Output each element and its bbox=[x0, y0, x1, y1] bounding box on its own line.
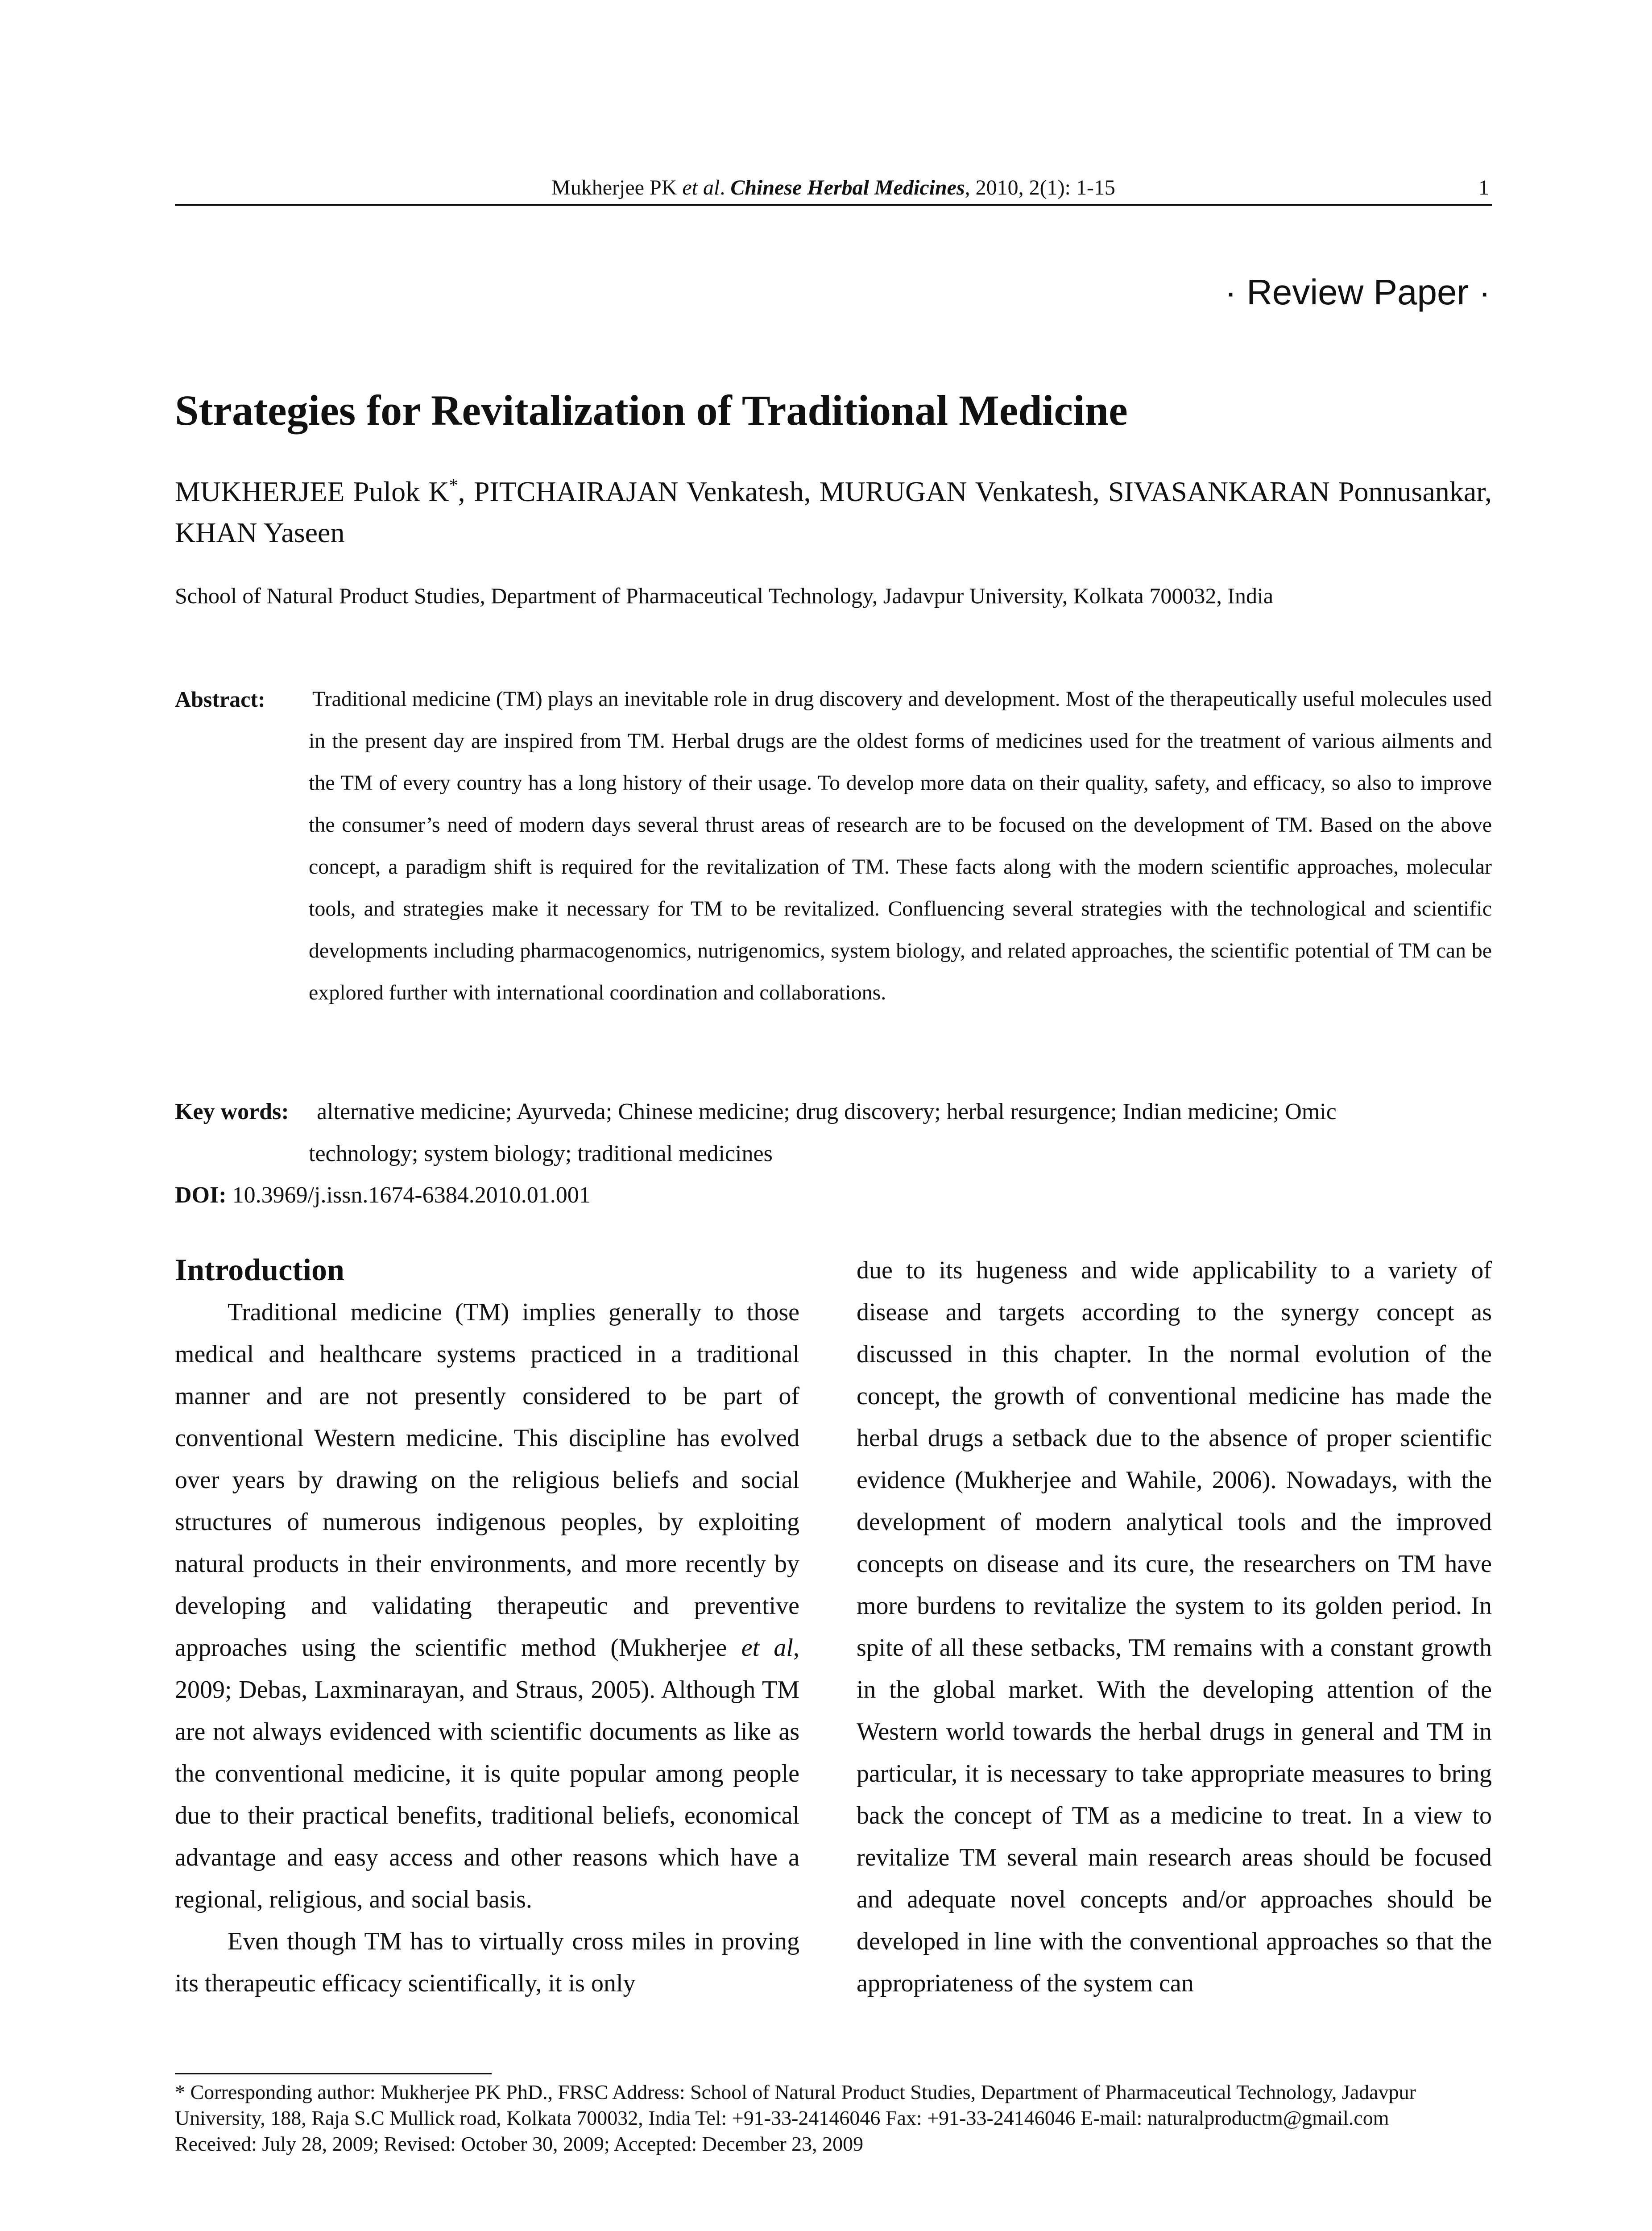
header-volume-pages: , 2010, 2(1): 1-15 bbox=[965, 176, 1115, 199]
affiliation: School of Natural Product Studies, Department of Pharmaceutical Technology, Jadavpur University, Kolkata 700032, India bbox=[175, 583, 1274, 608]
footnote-separator bbox=[175, 2073, 492, 2074]
footnote-line-1: * Corresponding author: Mukherjee PK PhD., FRSC Address: School of Natural Product Studies, Department of Pharmaceutical Technology, Jadavpur bbox=[175, 2081, 1416, 2103]
doi-value: 10.3969/j.issn.1674-6384.2010.01.001 bbox=[232, 1182, 591, 1208]
intro-p1-etal: et al bbox=[741, 1634, 793, 1662]
intro-paragraph-2-continued: due to its hugeness and wide applicability to a variety of disease and targets according to the synergy concept as discussed in this chapter. In the normal evolution of the concept, the growth of conventional medicine has made the herbal drugs a setback due to the absence of proper scientific evidence (Mukherjee and Wahile, 2006). Nowadays, with the development of modern analytical tools and the improved concepts on disease and its cure, the researchers on TM have more burdens to revitalize the system to its golden period. In spite of all these setbacks, TM remains with a constant growth in the global market. With the developing attention of the Western world towards the herbal drugs in general and TM in particular, it is necessary to take appropriate measures to bring back the concept of TM as a medicine to treat. In a view to revitalize TM several main research areas should be focused and adequate novel concepts and/or approaches should be developed in line with the conventional approaches so that the appropriateness of the system can bbox=[857, 1256, 1492, 1997]
footnote bbox=[175, 2079, 1492, 2157]
header-journal-name: Chinese Herbal Medicines bbox=[730, 176, 965, 199]
keywords-line-1: alternative medicine; Ayurveda; Chinese medicine; drug discovery; herbal resurgence; Indian medicine; Omic bbox=[317, 1099, 1337, 1124]
intro-paragraph-1 bbox=[175, 1291, 799, 1920]
doi bbox=[175, 1174, 591, 1216]
article-title: Strategies for Revitalization of Traditional Medicine bbox=[175, 386, 1128, 434]
header-etal: et al bbox=[682, 176, 720, 199]
right-column bbox=[857, 1249, 1492, 2004]
article-type-label: · Review Paper · bbox=[1225, 272, 1491, 312]
intro-p1-part-a: Traditional medicine (TM) implies generally to those medical and healthcare systems practiced in a traditional manner and are not presently considered to be part of conventional Western medicine. This discipline has evolved over years by drawing on the religious beliefs and social structures of numerous indigenous peoples, by exploiting natural products in their environments, and more recently by developing and validating therapeutic and preventive approaches using the scientific method (Mukherjee bbox=[175, 1298, 799, 1662]
keywords bbox=[175, 1091, 1492, 1175]
abstract-text: Traditional medicine (TM) plays an inevitable role in drug discovery and development. Most of the therapeutically useful molecules used in the present day are inspired from TM. Herbal drugs are the oldest forms of medicines used for the treatment of various ailments and the TM of every country has a long history of their usage. To develop more data on their quality, safety, and efficacy, so also to improve the consumer’s need of modern days several thrust areas of research are to be focused on the development of TM. Based on the above concept, a paradigm shift is required for the revitalization of TM. These facts along with the modern scientific approaches, molecular tools, and strategies make it necessary for TM to be revitalized. Confluencing several strategies with the technological and scientific developments including pharmacogenomics, nutrigenomics, system biology, and related approaches, the scientific potential of TM can be explored further with international coordination and collaborations. bbox=[309, 687, 1492, 1004]
page-number: 1 bbox=[1478, 176, 1489, 199]
left-column bbox=[175, 1249, 799, 2004]
other-authors: , PITCHAIRAJAN Venkatesh, MURUGAN Venkatesh, SIVASANKARAN Ponnusankar, KHAN Yaseen bbox=[175, 476, 1492, 548]
header-citation bbox=[175, 175, 1492, 200]
author-list bbox=[175, 471, 1492, 553]
intro-paragraph-2: Even though TM has to virtually cross miles in proving its therapeutic efficacy scientifically, it is only bbox=[175, 1928, 799, 1997]
header-authors: Mukherjee PK bbox=[551, 176, 683, 199]
corresponding-author-mark: * bbox=[449, 475, 458, 495]
doi-label: DOI: bbox=[175, 1182, 227, 1208]
first-author: MUKHERJEE Pulok K bbox=[175, 476, 449, 507]
footnote-line-3: Received: July 28, 2009; Revised: October 30, 2009; Accepted: December 23, 2009 bbox=[175, 2132, 864, 2155]
running-header bbox=[175, 175, 1492, 206]
keywords-line-2: technology; system biology; traditional medicines bbox=[309, 1141, 773, 1166]
footnote-line-2: University, 188, Raja S.C Mullick road, Kolkata 700032, India Tel: +91-33-24146046 Fax: +91-33-24146046 E-mail: naturalproductm@gmail.com bbox=[175, 2107, 1389, 2129]
abstract-label: Abstract: bbox=[175, 687, 265, 712]
keywords-label: Key words: bbox=[175, 1099, 289, 1124]
section-heading-introduction: Introduction bbox=[175, 1253, 344, 1287]
intro-p1-part-b: , 2009; Debas, Laxminarayan, and Straus, 2005). Although TM are not always evidenced with scientific documents as like as the conventional medicine, it is quite popular among people due to their practical benefits, traditional beliefs, economical advantage and easy access and other reasons which have a regional, religious, and social basis. bbox=[175, 1634, 799, 1913]
header-dot: . bbox=[720, 176, 731, 199]
